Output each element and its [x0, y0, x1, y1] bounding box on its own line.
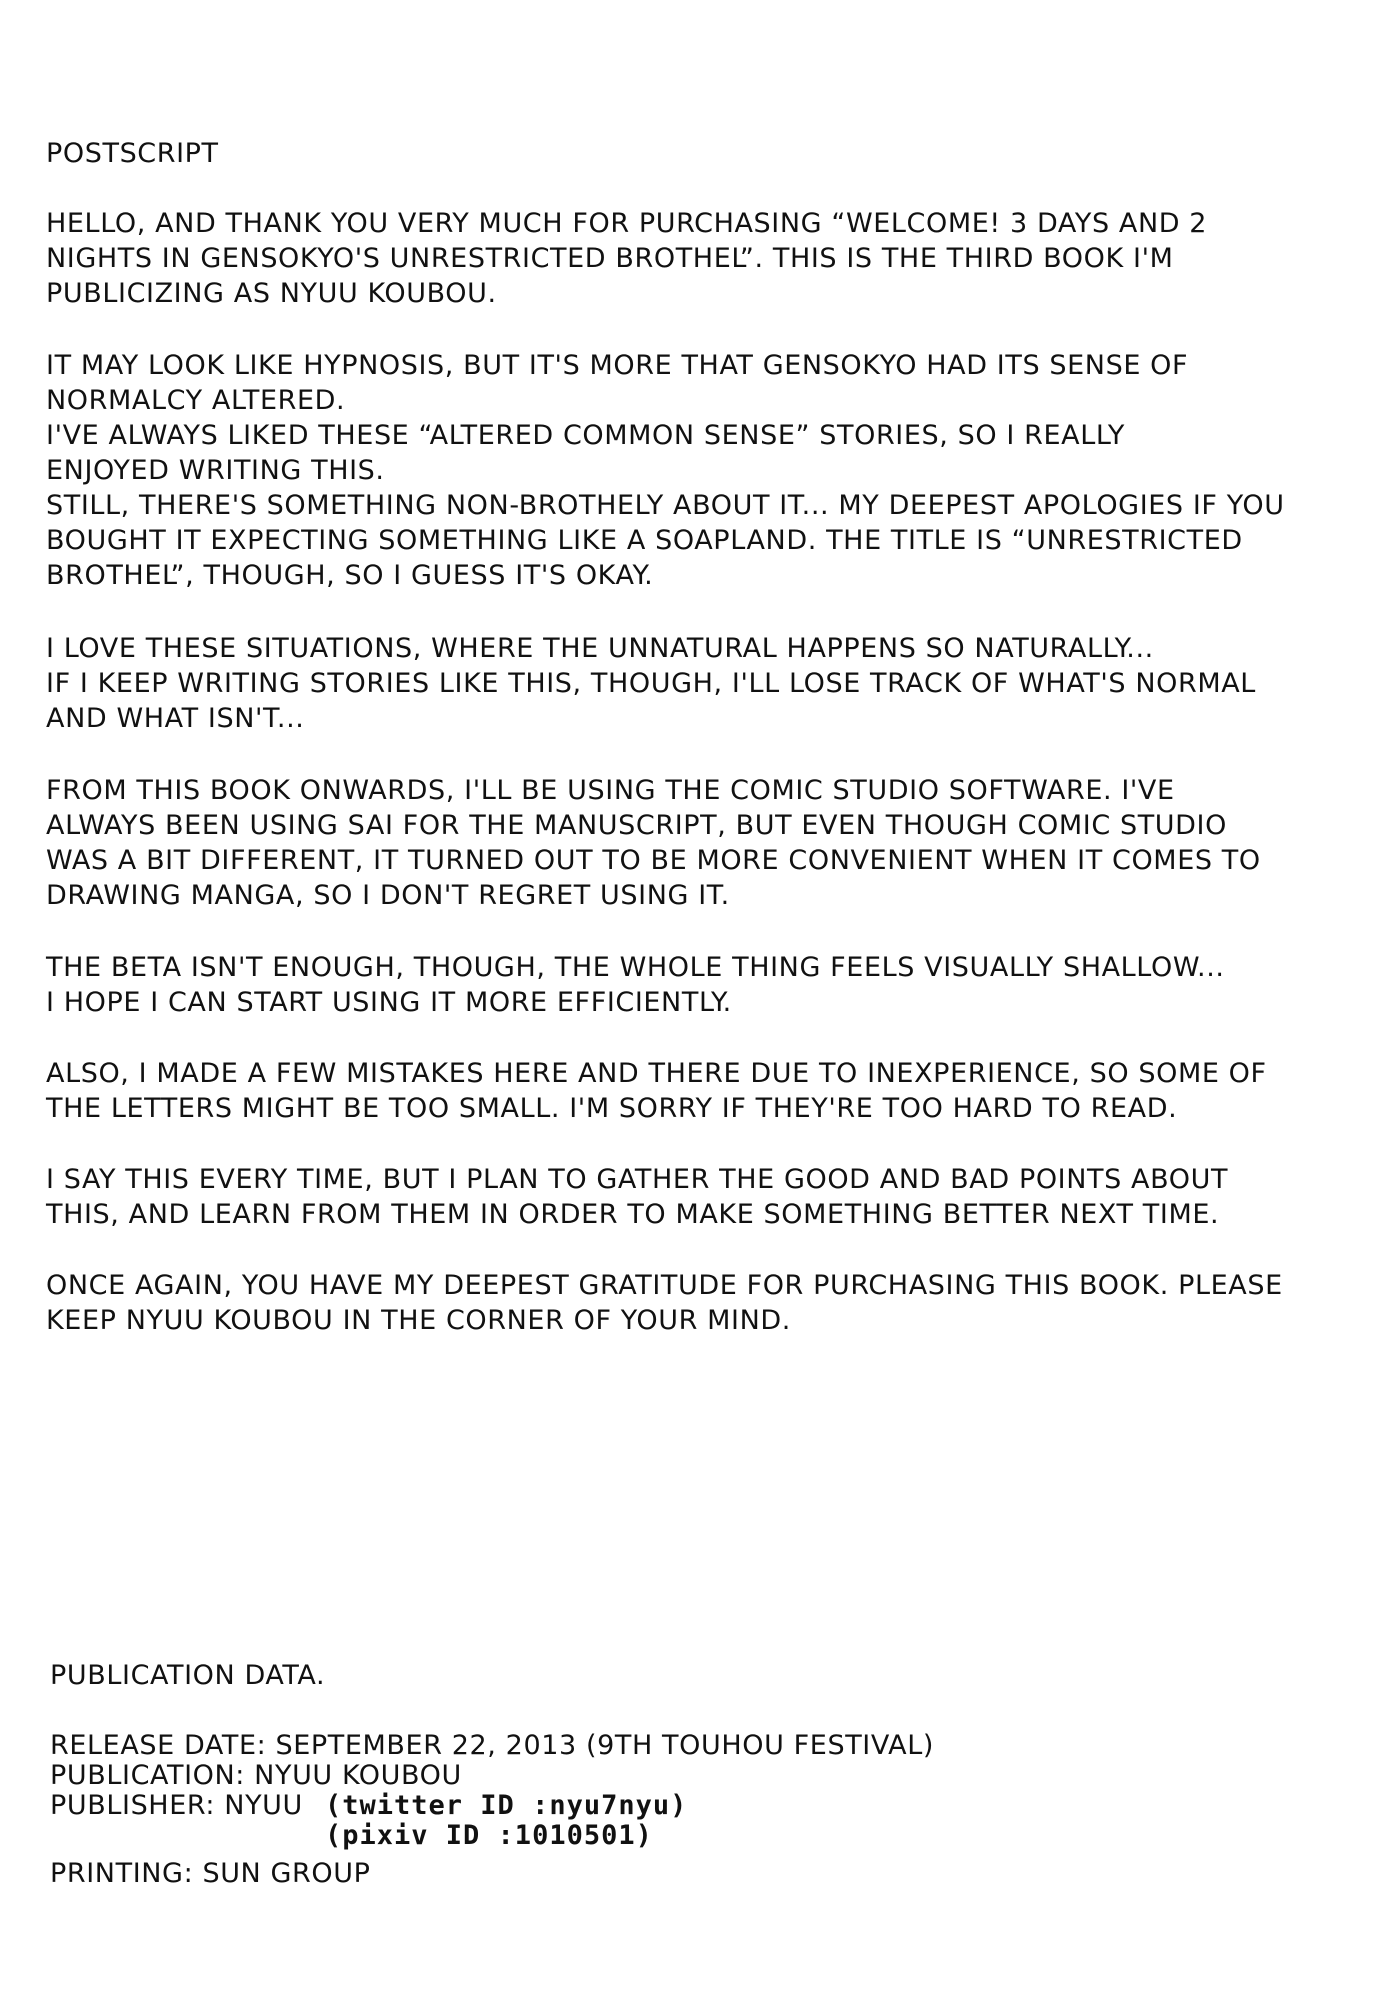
publication-heading: PUBLICATION DATA. [50, 1660, 326, 1691]
text-line: ONCE AGAIN, YOU HAVE MY DEEPEST GRATITUDE FOR PURCHASING THIS BOOK. PLEASE [46, 1270, 1283, 1301]
publisher-label: PUBLISHER: NYUU [50, 1790, 303, 1821]
text-line: AND WHAT ISN'T... [46, 703, 305, 734]
text-line: THIS, AND LEARN FROM THEM IN ORDER TO MAKE SOMETHING BETTER NEXT TIME. [46, 1199, 1220, 1230]
text-line: KEEP NYUU KOUBOU IN THE CORNER OF YOUR MIND. [46, 1305, 791, 1336]
text-line: BOUGHT IT EXPECTING SOMETHING LIKE A SOAPLAND. THE TITLE IS “UNRESTRICTED [46, 525, 1243, 556]
text-line: DRAWING MANGA, SO I DON'T REGRET USING IT. [46, 880, 730, 911]
text-line: THE LETTERS MIGHT BE TOO SMALL. I'M SORRY IF THEY'RE TOO HARD TO READ. [46, 1093, 1178, 1124]
text-line: HELLO, AND THANK YOU VERY MUCH FOR PURCHASING “WELCOME! 3 DAYS AND 2 [46, 208, 1208, 239]
text-line: STILL, THERE'S SOMETHING NON-BROTHELY ABOUT IT... MY DEEPEST APOLOGIES IF YOU [46, 490, 1285, 521]
text-line: I SAY THIS EVERY TIME, BUT I PLAN TO GATHER THE GOOD AND BAD POINTS ABOUT [46, 1164, 1229, 1195]
publisher-pixiv: (pixiv ID :1010501) [325, 1820, 653, 1851]
text-line: PUBLICIZING AS NYUU KOUBOU. [46, 278, 497, 309]
text-line: I LOVE THESE SITUATIONS, WHERE THE UNNATURAL HAPPENS SO NATURALLY... [46, 633, 1154, 664]
text-line: IF I KEEP WRITING STORIES LIKE THIS, THOUGH, I'LL LOSE TRACK OF WHAT'S NORMAL [46, 668, 1256, 699]
text-line: ENJOYED WRITING THIS. [46, 455, 385, 486]
release-date: RELEASE DATE: SEPTEMBER 22, 2013 (9TH TOUHOU FESTIVAL) [50, 1730, 935, 1761]
text-line: BROTHEL”, THOUGH, SO I GUESS IT'S OKAY. [46, 560, 654, 591]
postscript-heading: POSTSCRIPT [46, 138, 219, 169]
text-line: NIGHTS IN GENSOKYO'S UNRESTRICTED BROTHEL”. THIS IS THE THIRD BOOK I'M [46, 243, 1174, 274]
printing: PRINTING: SUN GROUP [50, 1858, 371, 1889]
publisher-twitter: (twitter ID :nyu7nyu) [325, 1790, 688, 1821]
text-line: WAS A BIT DIFFERENT, IT TURNED OUT TO BE MORE CONVENIENT WHEN IT COMES TO [46, 845, 1261, 876]
text-line: ALSO, I MADE A FEW MISTAKES HERE AND THERE DUE TO INEXPERIENCE, SO SOME OF [46, 1058, 1267, 1089]
publication-name: PUBLICATION: NYUU KOUBOU [50, 1760, 462, 1791]
text-line: I'VE ALWAYS LIKED THESE “ALTERED COMMON SENSE” STORIES, SO I REALLY [46, 420, 1126, 451]
text-line: THE BETA ISN'T ENOUGH, THOUGH, THE WHOLE THING FEELS VISUALLY SHALLOW... [46, 952, 1225, 983]
text-line: I HOPE I CAN START USING IT MORE EFFICIENTLY. [46, 987, 732, 1018]
text-line: IT MAY LOOK LIKE HYPNOSIS, BUT IT'S MORE THAT GENSOKYO HAD ITS SENSE OF [46, 350, 1189, 381]
text-line: ALWAYS BEEN USING SAI FOR THE MANUSCRIPT, BUT EVEN THOUGH COMIC STUDIO [46, 810, 1227, 841]
text-line: FROM THIS BOOK ONWARDS, I'LL BE USING THE COMIC STUDIO SOFTWARE. I'VE [46, 775, 1175, 806]
text-line: NORMALCY ALTERED. [46, 385, 346, 416]
